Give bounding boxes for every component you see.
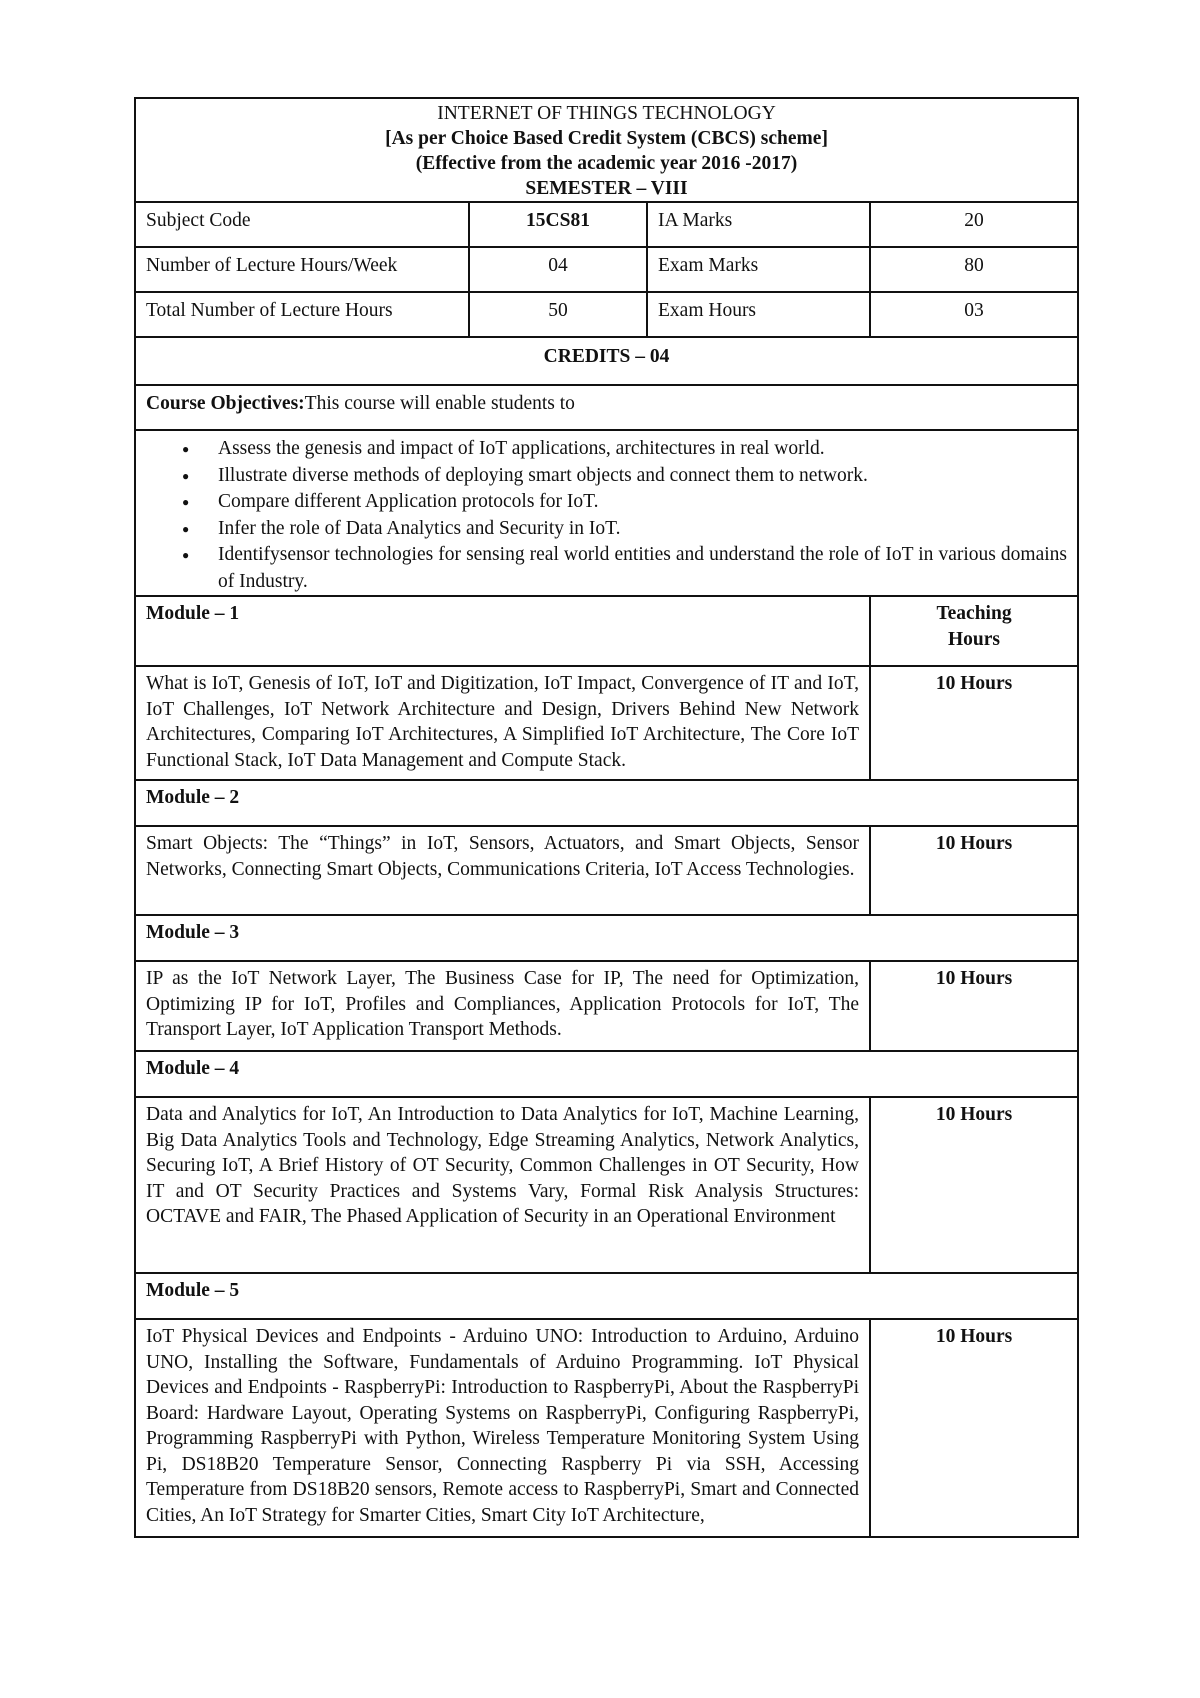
module-2-hours: 10 Hours <box>870 826 1078 915</box>
module-2-heading: Module – 2 <box>135 780 1078 826</box>
module-3-content: IP as the IoT Network Layer, The Business Case for IP, The need for Optimization, Optimizing IP for IoT, Profiles and Compliances, Application Protocols for IoT, The Transport Layer, IoT Application Transport Methods. <box>135 961 870 1051</box>
module-1-hours: 10 Hours <box>870 666 1078 780</box>
syllabus-table <box>134 97 1079 1538</box>
info-label: Subject Code <box>135 202 469 247</box>
info-row-subject-code <box>135 202 1078 247</box>
objectives-list-cell <box>135 430 1078 596</box>
exam-hours-value: 03 <box>870 292 1078 337</box>
info-label: Number of Lecture Hours/Week <box>135 247 469 292</box>
credits-heading: CREDITS – 04 <box>135 337 1078 385</box>
info-label: Exam Marks <box>647 247 870 292</box>
total-lecture-hours-value: 50 <box>469 292 647 337</box>
ia-marks-value: 20 <box>870 202 1078 247</box>
scheme-line: [As per Choice Based Credit System (CBCS) scheme] <box>385 128 828 149</box>
lecture-hours-week-value: 04 <box>469 247 647 292</box>
list-item: ● Illustrate diverse methods of deploying smart objects and connect them to network. <box>218 463 1067 490</box>
module-3-heading: Module – 3 <box>135 915 1078 961</box>
course-title: INTERNET OF THINGS TECHNOLOGY <box>437 103 776 124</box>
semester-line: SEMESTER – VIII <box>525 178 688 199</box>
objectives-intro: This course will enable students to <box>304 393 575 414</box>
teaching-hours-label: Teaching <box>936 603 1012 624</box>
info-label: Exam Hours <box>647 292 870 337</box>
module-4-content: Data and Analytics for IoT, An Introduction to Data Analytics for IoT, Machine Learning, Big Data Analytics Tools and Technology, Edge Streaming Analytics, Network Analytics, Securing IoT, A Brief History of OT Security, Common Challenges in OT Security, How IT and OT Security Practices and Systems Vary, Formal Risk Analysis Structures: OCTAVE and FAIR, The Phased Application of Security in an Operational Environment <box>135 1097 870 1273</box>
info-row-lecture-hours-week <box>135 247 1078 292</box>
info-label: Total Number of Lecture Hours <box>135 292 469 337</box>
exam-marks-value: 80 <box>870 247 1078 292</box>
module-1-content: What is IoT, Genesis of IoT, IoT and Digitization, IoT Impact, Convergence of IT and IoT, IoT Challenges, IoT Network Architecture and Design, Drivers Behind New Network Architectures, Comparing IoT Architectures, A Simplified IoT Architecture, The Core IoT Functional Stack, IoT Data Management and Compute Stack. <box>135 666 870 780</box>
list-item: ● Infer the role of Data Analytics and Security in IoT. <box>218 516 1067 543</box>
module-5-heading: Module – 5 <box>135 1273 1078 1319</box>
objectives-list <box>146 436 1067 595</box>
list-item: ● Compare different Application protocols for IoT. <box>218 489 1067 516</box>
info-label: IA Marks <box>647 202 870 247</box>
list-item: ● Identifysensor technologies for sensing real world entities and understand the role of IoT in various domains of Industry. <box>218 542 1067 595</box>
objectives-label: Course Objectives: <box>146 393 305 414</box>
teaching-hours-header <box>870 596 1078 666</box>
module-5-content: IoT Physical Devices and Endpoints - Arduino UNO: Introduction to Arduino, Arduino UNO, Installing the Software, Fundamentals of Arduino Programming. IoT Physical Devices and Endpoints - RaspberryPi: Introduction to RaspberryPi, About the RaspberryPi Board: Hardware Layout, Operating Systems on RaspberryPi, Configuring RaspberryPi, Programming RaspberryPi with Python, Wireless Temperature Monitoring System Using Pi, DS18B20 Temperature Sensor, Connecting Raspberry Pi via SSH, Accessing Temperature from DS18B20 sensors, Remote access to RaspberryPi, Smart and Connected Cities, An IoT Strategy for Smarter Cities, Smart City IoT Architecture, <box>135 1319 870 1537</box>
teaching-hours-label: Hours <box>948 628 1001 650</box>
module-4-hours: 10 Hours <box>870 1097 1078 1273</box>
module-4-heading: Module – 4 <box>135 1051 1078 1097</box>
module-2-content: Smart Objects: The “Things” in IoT, Sensors, Actuators, and Smart Objects, Sensor Networks, Connecting Smart Objects, Communications Criteria, IoT Access Technologies. <box>135 826 870 915</box>
subject-code-value: 15CS81 <box>469 202 647 247</box>
course-objectives-heading <box>135 385 1078 430</box>
list-item: ● Assess the genesis and impact of IoT applications, architectures in real world. <box>218 436 1067 463</box>
course-header <box>135 98 1078 202</box>
module-5-hours: 10 Hours <box>870 1319 1078 1537</box>
effective-line: (Effective from the academic year 2016 -2017) <box>415 153 798 174</box>
module-1-heading: Module – 1 <box>135 596 870 666</box>
module-3-hours: 10 Hours <box>870 961 1078 1051</box>
info-row-total-lecture-hours <box>135 292 1078 337</box>
